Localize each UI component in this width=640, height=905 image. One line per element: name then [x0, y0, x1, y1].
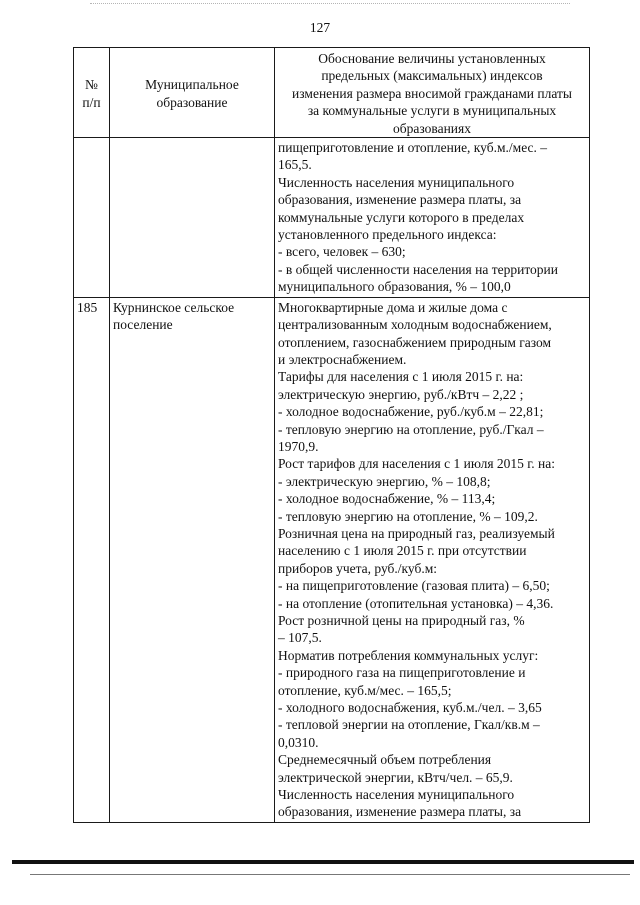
text-line: пищеприготовление и отопление, куб.м./мес. – — [278, 140, 548, 156]
text-line: населению с 1 июля 2015 г. при отсутствии — [278, 543, 527, 559]
text-line: Муниципальное — [145, 77, 239, 93]
text-line: поселение — [113, 317, 173, 333]
text-line: 0,0310. — [278, 734, 319, 750]
text-line: за коммунальные услуги в муниципальных — [307, 103, 557, 119]
row-num-cell — [74, 138, 110, 298]
text-line: электрической энергии, кВтч/чел. – 65,9. — [278, 769, 513, 785]
text-line: - холодное водоснабжение, % – 113,4; — [278, 491, 496, 507]
text-line: муниципального образования, % – 100,0 — [278, 279, 511, 295]
scan-top-marks — [90, 3, 570, 6]
scan-bottom-rule — [12, 860, 634, 864]
row-municipality-cell — [110, 138, 275, 298]
text-line: № — [85, 77, 98, 93]
text-line: Курнинское сельское — [113, 299, 235, 315]
row-text-cell — [275, 138, 590, 298]
header-justification — [275, 48, 590, 138]
table-row — [74, 138, 590, 298]
text-line: образованиях — [393, 120, 471, 136]
text-line: приборов учета, руб./куб.м: — [278, 560, 438, 576]
tariff-table — [73, 47, 590, 823]
text-line: - природного газа на пищеприготовление и — [278, 665, 526, 681]
text-line: - холодного водоснабжения, куб.м./чел. – 3,65 — [278, 700, 542, 716]
text-line: - всего, человек – 630; — [278, 244, 406, 260]
text-line: Среднемесячный объем потребления — [278, 752, 492, 768]
text-line: - в общей численности населения на территории — [278, 261, 558, 277]
text-line: электрическую энергию, руб./кВтч – 2,22 ; — [278, 386, 524, 402]
text-line: - тепловую энергию на отопление, % – 109,2. — [278, 508, 538, 524]
text-line: централизованным холодным водоснабжением, — [278, 317, 552, 333]
text-line: образование — [156, 94, 228, 110]
text-line: – 107,5. — [278, 630, 322, 646]
text-line: Многоквартирные дома и жилые дома с — [278, 299, 508, 315]
header-num — [74, 48, 110, 138]
text-line: изменения размера вносимой гражданами платы — [292, 85, 572, 101]
text-line: - тепловую энергию на отопление, руб./Гкал – — [278, 421, 544, 437]
text-line: - тепловой энергии на отопление, Гкал/кв.м – — [278, 717, 540, 733]
text-line: Норматив потребления коммунальных услуг: — [278, 647, 539, 663]
text-line: отопление, куб.м/мес. – 165,5; — [278, 682, 452, 698]
text-line: Численность населения муниципального — [278, 174, 515, 190]
text-line: Рост тарифов для населения с 1 июля 2015 г. на: — [278, 456, 556, 472]
text-line: 1970,9. — [278, 438, 319, 454]
row-municipality-cell — [110, 297, 275, 822]
text-line: Розничная цена на природный газ, реализуемый — [278, 525, 555, 541]
page-number: 127 — [309, 20, 331, 35]
text-line: Тарифы для населения с 1 июля 2015 г. на: — [278, 369, 524, 385]
text-line: и электроснабжением. — [278, 351, 407, 367]
text-line: отоплением, газоснабжением природным газом — [278, 334, 552, 350]
text-line: коммунальные услуги которого в пределах — [278, 209, 525, 225]
text-line: предельных (максимальных) индексов — [321, 68, 543, 84]
text-line: Обоснование величины установленных — [318, 51, 546, 66]
text-line: - на пищеприготовление (газовая плита) – 6,50; — [278, 578, 550, 594]
text-line: - на отопление (отопительная установка) – 4,36. — [278, 595, 554, 611]
row-text-cell — [275, 297, 590, 822]
text-line: установленного предельного индекса: — [278, 227, 497, 243]
text-line: - холодное водоснабжение, руб./куб.м – 22,81; — [278, 404, 544, 420]
text-line: - электрическую энергию, % – 108,8; — [278, 473, 491, 489]
header-municipality — [110, 48, 275, 138]
table-row — [74, 297, 590, 822]
text-line: п/п — [82, 94, 101, 110]
scan-bottom-rule-thin — [30, 874, 630, 875]
text-line: Рост розничной цены на природный газ, % — [278, 613, 525, 628]
text-line: 165,5. — [278, 157, 312, 173]
header-row — [74, 48, 590, 138]
text-line: Численность населения муниципального — [278, 787, 515, 803]
text-line: образования, изменение размера платы, за — [278, 804, 522, 820]
text-line: образования, изменение размера платы, за — [278, 192, 522, 208]
row-num-cell: 185 — [74, 297, 110, 822]
